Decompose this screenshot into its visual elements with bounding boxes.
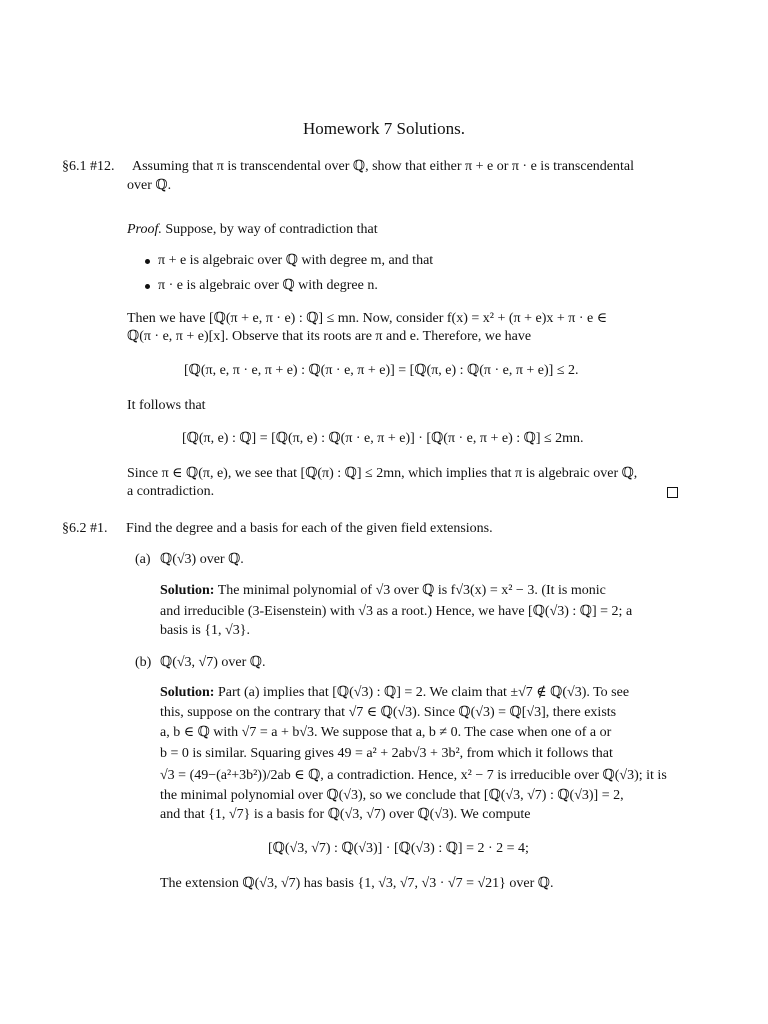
proof-text-line: ℚ(π · e, π + e)[x]. Observe that its roots are π and e. Therefore, we have bbox=[127, 329, 532, 344]
bullet-marker bbox=[145, 259, 150, 264]
qed-box-icon bbox=[667, 487, 678, 498]
solution-line: √3 = (49−(a²+3b²))/2ab ∈ ℚ, a contradiction. Hence, x² − 7 is irreducible over ℚ(√3); it is bbox=[160, 768, 667, 783]
solution-line: The extension ℚ(√3, √7) has basis {1, √3, √7, √3 · √7 = √21} over ℚ. bbox=[160, 876, 554, 891]
solution-line: b = 0 is similar. Squaring gives 49 = a² + 2ab√3 + 3b², from which it follows that bbox=[160, 746, 613, 761]
part-label: (b) bbox=[135, 655, 152, 670]
part-title: ℚ(√3) over ℚ. bbox=[160, 552, 244, 567]
solution-line: the minimal polynomial over ℚ(√3), so we conclude that [ℚ(√3, √7) : ℚ(√3)] = 2, bbox=[160, 788, 624, 803]
solution-line: and irreducible (3-Eisenstein) with √3 as a root.) Hence, we have [ℚ(√3) : ℚ] = 2; a bbox=[160, 604, 633, 619]
problem-statement-line: Find the degree and a basis for each of the given field extensions. bbox=[126, 521, 493, 536]
proof-text-line: a contradiction. bbox=[127, 484, 215, 499]
page-title: Homework 7 Solutions. bbox=[303, 119, 465, 138]
problem-statement-line: over ℚ. bbox=[127, 178, 172, 193]
part-label: (a) bbox=[135, 552, 151, 567]
solution-line: this, suppose on the contrary that √7 ∈ ℚ(√3). Since ℚ(√3) = ℚ[√3], there exists bbox=[160, 705, 617, 720]
solution-line: Solution: The minimal polynomial of √3 over ℚ is f√3(x) = x² − 3. (It is monic bbox=[160, 583, 606, 598]
bullet-item: π · e is algebraic over ℚ with degree n. bbox=[158, 278, 378, 293]
proof-intro: Suppose, by way of contradiction that bbox=[165, 222, 378, 237]
proof-text-line: Since π ∈ ℚ(π, e), we see that [ℚ(π) : ℚ] ≤ 2mn, which implies that π is algebraic over ℚ, bbox=[127, 466, 638, 481]
solution-line: a, b ∈ ℚ with √7 = a + b√3. We suppose that a, b ≠ 0. The case when one of a or bbox=[160, 725, 612, 740]
solution-label: Solution: bbox=[160, 583, 215, 598]
bullet-marker bbox=[145, 284, 150, 289]
problem-statement-line: Assuming that π is transcendental over ℚ, show that either π + e or π · e is transcendental bbox=[132, 159, 634, 174]
bullet-item: π + e is algebraic over ℚ with degree m, and that bbox=[158, 253, 434, 268]
proof-text-line: Then we have [ℚ(π + e, π · e) : ℚ] ≤ mn. Now, consider f(x) = x² + (π + e)x + π · e ∈ bbox=[127, 311, 608, 326]
display-equation: [ℚ(π, e) : ℚ] = [ℚ(π, e) : ℚ(π · e, π + e)] · [ℚ(π · e, π + e) : ℚ] ≤ 2mn. bbox=[182, 431, 584, 446]
display-equation: [ℚ(π, e, π · e, π + e) : ℚ(π · e, π + e)] = [ℚ(π, e) : ℚ(π · e, π + e)] ≤ 2. bbox=[184, 363, 579, 378]
part-title: ℚ(√3, √7) over ℚ. bbox=[160, 655, 266, 670]
display-equation: [ℚ(√3, √7) : ℚ(√3)] · [ℚ(√3) : ℚ] = 2 · 2 = 4; bbox=[268, 841, 529, 856]
proof-label: Proof. bbox=[127, 222, 162, 237]
solution-line: and that {1, √7} is a basis for ℚ(√3, √7) over ℚ(√3). We compute bbox=[160, 807, 531, 822]
solution-label: Solution: bbox=[160, 685, 215, 700]
solution-line: Solution: Part (a) implies that [ℚ(√3) : ℚ] = 2. We claim that ±√7 ∉ ℚ(√3). To see bbox=[160, 685, 630, 700]
problem-label: §6.1 #12. bbox=[62, 159, 115, 174]
proof-line bbox=[127, 221, 378, 239]
proof-text-line: It follows that bbox=[127, 398, 206, 413]
problem-label: §6.2 #1. bbox=[62, 521, 108, 536]
solution-line: basis is {1, √3}. bbox=[160, 623, 250, 638]
